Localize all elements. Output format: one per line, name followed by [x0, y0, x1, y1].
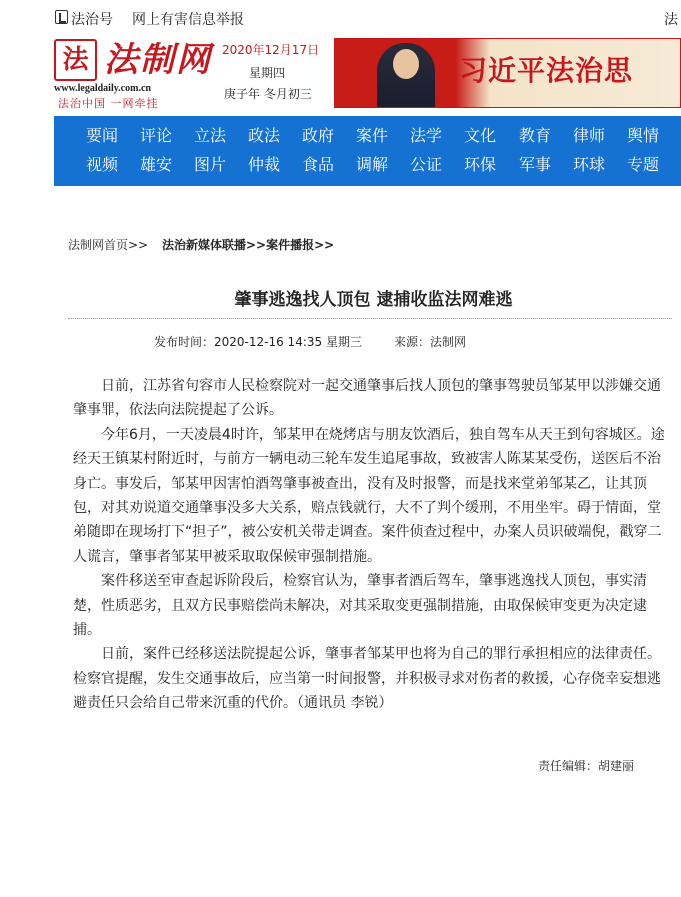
article-paragraph: 案件移送至审查起诉阶段后，检察官认为，肇事者酒后驾车，肇事逃逸找人顶包，事实清楚，性质恶劣，且双方民事赔偿尚未解决，对其采取变更强制措施，由取保候审变更为决定逮捕。: [73, 573, 647, 639]
site-logo-icon[interactable]: 法: [54, 39, 97, 81]
nav-item[interactable]: 视频: [86, 155, 119, 174]
breadcrumb: [68, 236, 334, 253]
nav-item[interactable]: 评论: [140, 126, 173, 145]
top-bar: [0, 0, 681, 34]
article-paragraph: 日前，江苏省句容市人民检察院对一起交通肇事后找人顶包的肇事驾驶员邹某甲以涉嫌交通肇事罪，依法向法院提起了公诉。: [73, 378, 661, 419]
nav-item[interactable]: 调解: [356, 155, 389, 174]
current-date: 2020年12月17日: [222, 43, 320, 57]
nav-item[interactable]: 文化: [464, 126, 497, 145]
nav-item[interactable]: 图片: [194, 155, 227, 174]
nav-item[interactable]: 食品: [302, 155, 335, 174]
breadcrumb-home[interactable]: 法制网首页>>: [68, 238, 149, 252]
nav-item[interactable]: 立法: [194, 126, 227, 145]
breadcrumb-section[interactable]: 法治新媒体联播>>: [161, 238, 267, 252]
site-name[interactable]: 法制网: [104, 40, 212, 80]
site-header: [54, 37, 681, 115]
article-paragraph: 日前，案件已经移送法院提起公诉，肇事者邹某甲也将为自己的罪行承担相应的法律责任。检察官提醒，发生交通事故后，应当第一时间报警，并积极寻求对伤者的救援，心存侥幸妄想逃避责任只会给自己带来沉重的代价。（通讯员 李锐）: [73, 646, 661, 712]
site-url: www.legaldaily.com.cn: [54, 83, 151, 94]
nav-item[interactable]: 军事: [519, 155, 552, 174]
article-paragraph: 今年6月，一天凌晨4时许，邹某甲在烧烤店与朋友饮酒后，独自驾车从天王到句容城区。途经天王镇某村附近时，与前方一辆电动三轮车发生追尾事故，致被害人陈某某受伤，送医后不治身亡。事发后，邹某甲因害怕酒驾肇事被查出，没有及时报警，而是找来堂弟邹某乙，让其顶包，对其劝说道交通肇事没多大关系，赔点钱就行，大不了判个缓刑，不用坐牢。碍于情面，堂弟随即在现场打下“担子”，被公安机关带走调查。案件侦查过程中，办案人员识破端倪，戳穿二人谎言，肇事者邹某甲被采取取保候审强制措施。: [73, 426, 665, 565]
nav-item[interactable]: 要闻: [86, 126, 119, 145]
nav-item[interactable]: 舆情: [627, 126, 660, 145]
site-slogan: 法治中国 一网牵挂: [58, 97, 159, 110]
lunar-date: 庚子年 冬月初三: [224, 87, 312, 101]
nav-item[interactable]: 律师: [573, 126, 606, 145]
fazhihao-icon[interactable]: [55, 10, 68, 24]
responsible-editor: 责任编辑：胡建丽: [538, 759, 635, 773]
article-meta: [154, 333, 467, 350]
banner-text: 习近平法治思: [459, 54, 634, 87]
article-source: 来源：法制网: [394, 335, 467, 349]
breadcrumb-subsection[interactable]: 案件播报>>: [266, 238, 335, 252]
nav-item[interactable]: 环球: [573, 155, 606, 174]
nav-item[interactable]: 教育: [519, 126, 552, 145]
harmful-info-report-link[interactable]: 网上有害信息举报: [132, 12, 244, 28]
nav-item[interactable]: 仲裁: [248, 155, 281, 174]
current-weekday: 星期四: [249, 66, 286, 80]
nav-item[interactable]: 政府: [302, 126, 335, 145]
publish-time: 发布时间：2020-12-16 14:35 星期三: [154, 335, 362, 349]
nav-item[interactable]: 政法: [248, 126, 281, 145]
nav-item[interactable]: 雄安: [140, 155, 173, 174]
fazhihao-link[interactable]: 法治号: [71, 12, 113, 28]
nav-item[interactable]: 环保: [464, 155, 497, 174]
nav-item[interactable]: 专题: [627, 155, 660, 174]
nav-item[interactable]: 公证: [410, 155, 443, 174]
header-banner[interactable]: [334, 38, 681, 108]
article-body: [73, 374, 669, 716]
article-title: 肇事逃逸找人顶包 逮捕收监法网难逃: [234, 290, 513, 310]
title-divider: [68, 318, 672, 319]
top-bar-truncated-link[interactable]: 法: [664, 12, 678, 28]
banner-portrait: [377, 43, 435, 108]
main-nav: [54, 116, 681, 186]
nav-item[interactable]: 法学: [410, 126, 443, 145]
nav-item[interactable]: 案件: [356, 126, 389, 145]
